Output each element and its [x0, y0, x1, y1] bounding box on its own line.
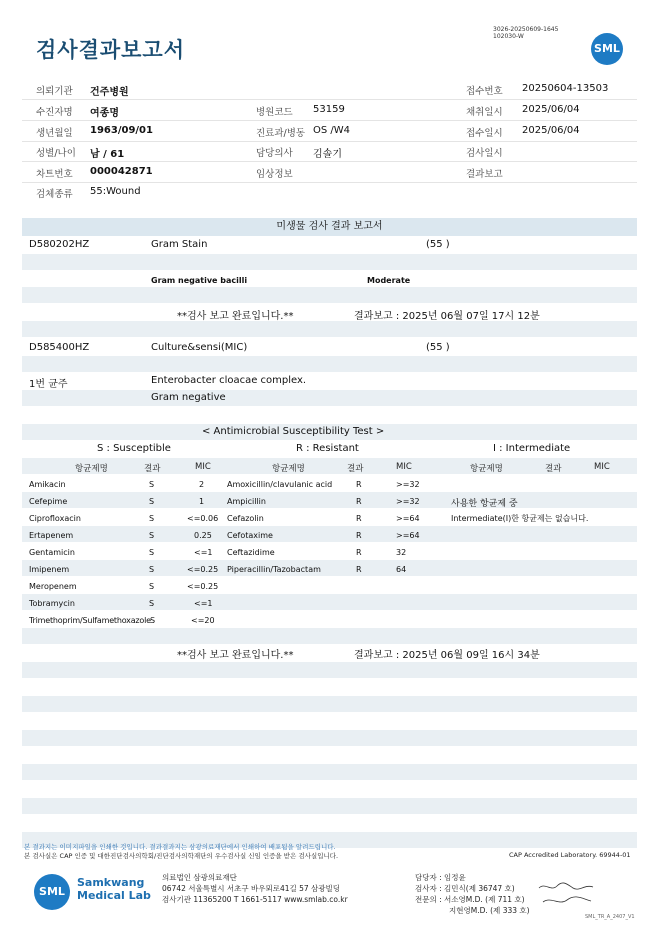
row-band	[22, 254, 637, 270]
chart-no-label: 차트번호	[36, 169, 73, 180]
gram-finding: Gram negative bacilli	[151, 276, 248, 285]
institution-label: 의뢰기관	[36, 86, 73, 97]
staff-specialist-1: 전문의 : 서소영M.D. (제 711 호)	[415, 895, 525, 904]
drug-result: S	[149, 565, 155, 574]
drug-mic: <=0.25	[187, 582, 219, 591]
drug-name: Ampicillin	[227, 497, 266, 506]
drug-name: Cefepime	[29, 497, 68, 506]
hospital-code-label: 병원코드	[256, 107, 293, 118]
info-row-4	[22, 141, 637, 162]
row-band	[22, 798, 637, 814]
col3-mic-header: MIC	[594, 462, 610, 472]
sex-age-label: 성별/나이	[36, 148, 76, 159]
drug-name: Piperacillin/Tazobactam	[227, 565, 321, 574]
culture-report-time: 결과보고 : 2025년 06월 09일 16시 34분	[354, 650, 540, 661]
gram-report-time: 결과보고 : 2025년 06월 07일 17시 12분	[354, 311, 540, 322]
drug-result: R	[356, 565, 362, 574]
ast-legend-resistant: R : Resistant	[296, 443, 359, 454]
staff-tester: 검사자 : 김민식(제 36747 호)	[415, 884, 515, 893]
drug-result: S	[150, 616, 156, 625]
drug-mic: 1	[199, 497, 205, 506]
collect-date-value: 2025/06/04	[522, 104, 580, 115]
drug-mic: 32	[396, 548, 407, 557]
drug-name: Ciprofloxacin	[29, 514, 81, 523]
staff-manager: 담당자 : 임정윤	[415, 873, 466, 882]
chart-no-value: 000042871	[90, 166, 153, 177]
col2-mic-header: MIC	[396, 462, 412, 472]
samkwang-logo-icon: SML	[34, 874, 70, 910]
lab-contact: 검사기관 11365200 T 1661-5117 www.smlab.co.kr	[162, 895, 348, 904]
specimen-label: 검체종류	[36, 189, 73, 200]
intermediate-note-2: Intermediate(I)한 항균제는 없습니다.	[451, 514, 589, 523]
ast-legend-intermediate: I : Intermediate	[493, 443, 571, 454]
col3-result-header: 결과	[545, 464, 562, 474]
drug-name: Amikacin	[29, 480, 66, 489]
gram-test-name: Gram Stain	[151, 239, 208, 250]
row-band	[22, 696, 637, 712]
drug-name: Imipenem	[29, 565, 70, 574]
col3-drug-header: 항균제명	[470, 464, 503, 474]
receipt-no-value: 20250604-13503	[522, 83, 609, 94]
drug-name: Meropenem	[29, 582, 77, 591]
institution-value: 건주병원	[90, 87, 129, 98]
col2-result-header: 결과	[347, 464, 364, 474]
row-band	[22, 287, 637, 303]
col2-drug-header: 항균제명	[272, 464, 305, 474]
drug-mic: <=1	[194, 548, 213, 557]
drug-mic: >=64	[396, 514, 420, 523]
drug-result: S	[149, 531, 155, 540]
col1-result-header: 결과	[144, 464, 161, 474]
drug-name: Ertapenem	[29, 531, 74, 540]
drug-result: R	[356, 548, 362, 557]
row-band	[22, 730, 637, 746]
sex-age-value: 남 / 61	[90, 149, 125, 160]
cap-accreditation: CAP Accredited Laboratory. 69944-01	[509, 851, 631, 859]
row-band	[22, 492, 637, 508]
receive-date-label: 접수일시	[466, 128, 503, 139]
staff-specialist-2: 지현영M.D. (제 333 호)	[449, 906, 530, 915]
culture-specimen: (55 )	[426, 342, 450, 353]
row-band	[22, 390, 637, 406]
doctor-label: 담당의사	[256, 148, 293, 159]
drug-result: S	[149, 548, 155, 557]
footer-notice-2: 본 검사실은 CAP 인증 및 대한진단검사의학회/진단검사의학재단의 우수검사실 신임 인증을 받은 검사실입니다.	[24, 852, 339, 860]
culture-done-message: **검사 보고 완료입니다.**	[177, 650, 294, 661]
drug-result: S	[149, 497, 155, 506]
organism-gram: Gram negative	[151, 392, 226, 403]
info-row-3	[22, 121, 637, 142]
drug-mic: >=32	[396, 480, 420, 489]
row-band	[22, 764, 637, 780]
drug-result: S	[149, 599, 155, 608]
col1-mic-header: MIC	[195, 462, 211, 472]
drug-result: R	[356, 497, 362, 506]
drug-name: Ceftazidime	[227, 548, 275, 557]
drug-name: Amoxicillin/clavulanic acid	[227, 480, 333, 489]
samkwang-name	[77, 876, 151, 902]
drug-result: S	[149, 480, 155, 489]
row-band	[22, 594, 637, 610]
info-row-2	[22, 100, 637, 121]
receipt-no-label: 접수번호	[466, 86, 503, 97]
row-band	[22, 356, 637, 372]
samkwang-name-line1: Samkwang	[77, 876, 145, 889]
sml-logo: SML	[591, 33, 623, 65]
info-row-1	[22, 79, 637, 100]
culture-test-code: D585400HZ	[29, 342, 90, 353]
drug-mic: <=0.25	[187, 565, 219, 574]
drug-mic: >=32	[396, 497, 420, 506]
drug-name: Cefazolin	[227, 514, 264, 523]
lab-address: 06742 서울특별시 서초구 바우뫼로41길 57 삼광빌딩	[162, 884, 341, 893]
hospital-code-value: 53159	[313, 104, 345, 115]
ast-legend-susceptible: S : Susceptible	[97, 443, 171, 454]
gram-specimen: (55 )	[426, 239, 450, 250]
organism-name: Enterobacter cloacae complex.	[151, 375, 307, 386]
drug-result: R	[356, 480, 362, 489]
receive-date-value: 2025/06/04	[522, 125, 580, 136]
micro-report-header: 미생물 검사 결과 보고서	[22, 218, 637, 236]
row-band	[22, 321, 637, 337]
drug-result: R	[356, 531, 362, 540]
ast-title: < Antimicrobial Susceptibility Test >	[202, 426, 385, 437]
drug-mic: >=64	[396, 531, 420, 540]
document-id-line1: 3026-20250609-1645	[493, 26, 559, 33]
drug-name: Trimethoprim/Sulfamethoxazole	[29, 616, 151, 625]
drug-result: R	[356, 514, 362, 523]
drug-mic: 0.25	[194, 531, 212, 540]
drug-mic: <=1	[194, 599, 213, 608]
form-code: SML_TR_A_2407_V1	[585, 914, 635, 920]
name-value: 여종명	[90, 108, 119, 119]
drug-mic: 2	[199, 480, 205, 489]
drug-name: Cefotaxime	[227, 531, 273, 540]
dob-label: 생년월일	[36, 128, 73, 139]
drug-mic: <=20	[191, 616, 215, 625]
test-date-label: 검사일시	[466, 148, 503, 159]
gram-done-message: **검사 보고 완료입니다.**	[177, 311, 294, 322]
document-id	[493, 26, 558, 40]
info-row-5	[22, 162, 637, 183]
drug-mic: 64	[396, 565, 407, 574]
row-band	[22, 526, 637, 542]
clinical-label: 임상정보	[256, 169, 293, 180]
name-label: 수진자명	[36, 107, 73, 118]
drug-name: Gentamicin	[29, 548, 75, 557]
document-id-line2: 102030-W	[493, 33, 524, 40]
lab-org: 의료법인 삼광의료재단	[162, 873, 237, 882]
col1-drug-header: 항균제명	[75, 464, 108, 474]
collect-date-label: 채취일시	[466, 107, 503, 118]
samkwang-name-line2: Medical Lab	[77, 889, 151, 902]
drug-result: S	[149, 582, 155, 591]
row-band	[22, 628, 637, 644]
dept-value: OS /W4	[313, 125, 351, 136]
gram-amount: Moderate	[367, 276, 411, 285]
intermediate-note-1: 사용한 항균제 중	[451, 499, 518, 509]
row-band	[22, 560, 637, 576]
page-title: 검사결과보고서	[36, 38, 186, 62]
isolate-label: 1번 균주	[29, 379, 68, 390]
info-row-6	[22, 182, 637, 202]
report-label: 결과보고	[466, 169, 503, 180]
specimen-value: 55:Wound	[90, 186, 141, 197]
dob-value: 1963/09/01	[90, 125, 153, 136]
drug-name: Tobramycin	[29, 599, 75, 608]
culture-test-name: Culture&sensi(MIC)	[151, 342, 248, 353]
row-band	[22, 662, 637, 678]
dept-label: 진료과/병동	[256, 128, 306, 139]
doctor-value: 김솔기	[313, 149, 342, 160]
drug-mic: <=0.06	[187, 514, 219, 523]
footer-notice-1: 본 결과지는 이미지파일을 인쇄한 것입니다. 결과결과지는 삼광의료재단에서 인쇄하여 배포됨을 알려드립니다.	[24, 843, 336, 851]
gram-test-code: D580202HZ	[29, 239, 90, 250]
signature-icon	[537, 880, 597, 910]
drug-result: S	[149, 514, 155, 523]
